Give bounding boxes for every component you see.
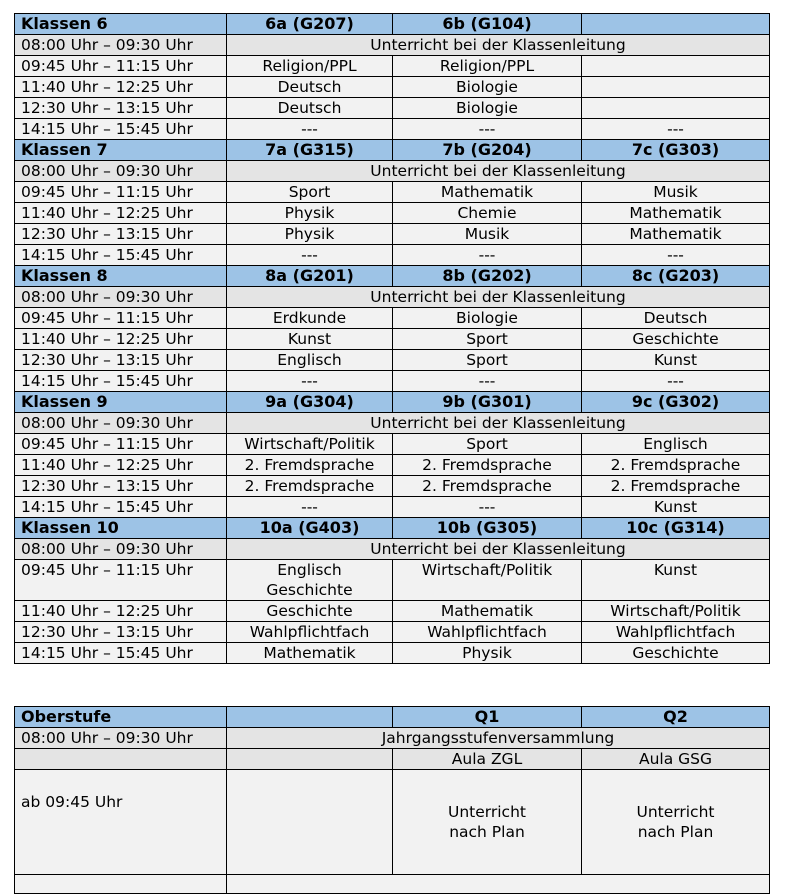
lesson-row: [15, 371, 770, 392]
time-cell: ab 09:45 Uhr: [15, 770, 227, 875]
oberstufe-class-q1: Q1: [393, 707, 582, 728]
lesson-cell: 2. Fremdsprache: [393, 455, 582, 476]
lesson-cell: Mathematik: [393, 182, 582, 203]
time-cell: 12:30 Uhr – 13:15 Uhr: [15, 622, 227, 643]
lesson-cell: Mathematik: [582, 224, 770, 245]
lesson-cell: Wahlpflichtfach: [582, 622, 770, 643]
first-slot-row: [15, 35, 770, 56]
lesson-cell: Geschichte: [582, 643, 770, 664]
oberstufe-empty-row: [15, 875, 770, 894]
first-slot-row: [15, 539, 770, 560]
lesson-cell: ---: [393, 497, 582, 518]
lesson-cell: Sport: [393, 434, 582, 455]
lesson-cell: Wahlpflichtfach: [393, 622, 582, 643]
lesson-row: [15, 182, 770, 203]
lesson-cell: Wirtschaft/Politik: [227, 434, 393, 455]
lesson-cell: Religion/PPL: [393, 56, 582, 77]
time-cell: 09:45 Uhr – 11:15 Uhr: [15, 560, 227, 601]
lesson-row: [15, 77, 770, 98]
time-cell: 14:15 Uhr – 15:45 Uhr: [15, 497, 227, 518]
lesson-cell: ---: [227, 245, 393, 266]
lesson-cell: Biologie: [393, 77, 582, 98]
lesson-cell: Erdkunde: [227, 308, 393, 329]
lesson-cell: Biologie: [393, 98, 582, 119]
lesson-cell: Deutsch: [227, 98, 393, 119]
lesson-row: [15, 350, 770, 371]
lesson-cell: Mathematik: [582, 203, 770, 224]
block-label: Klassen 9: [15, 392, 227, 413]
lesson-cell: Mathematik: [227, 643, 393, 664]
lesson-row: [15, 601, 770, 622]
lesson-cell: Kunst: [582, 350, 770, 371]
time-cell: 11:40 Uhr – 12:25 Uhr: [15, 203, 227, 224]
lesson-cell: ---: [227, 371, 393, 392]
class-room-label: 10c (G314): [582, 518, 770, 539]
lesson-row: [15, 98, 770, 119]
class-room-label: 8c (G203): [582, 266, 770, 287]
lesson-cell: Englisch Geschichte: [227, 560, 393, 601]
time-cell: 08:00 Uhr – 09:30 Uhr: [15, 728, 227, 749]
time-cell: 12:30 Uhr – 13:15 Uhr: [15, 350, 227, 371]
block-header-row: [15, 266, 770, 287]
class-room-label: 9a (G304): [227, 392, 393, 413]
lesson-cell: Physik: [227, 203, 393, 224]
lesson-row: [15, 643, 770, 664]
homeroom-cell: Unterricht bei der Klassenleitung: [227, 287, 770, 308]
lesson-cell: ---: [393, 119, 582, 140]
lesson-cell: 2. Fremdsprache: [582, 455, 770, 476]
lesson-row: [15, 308, 770, 329]
lesson-cell: 2. Fremdsprache: [227, 476, 393, 497]
lesson-row: [15, 455, 770, 476]
lesson-row: [15, 476, 770, 497]
class-room-label: 8b (G202): [393, 266, 582, 287]
class-room-label: 9c (G302): [582, 392, 770, 413]
oberstufe-location-row: [15, 749, 770, 770]
lesson-cell: Religion/PPL: [227, 56, 393, 77]
lesson-cell: [582, 77, 770, 98]
time-cell: 08:00 Uhr – 09:30 Uhr: [15, 539, 227, 560]
location-cell-q1: Aula ZGL: [393, 749, 582, 770]
lesson-cell: Wirtschaft/Politik: [582, 601, 770, 622]
lesson-cell: ---: [227, 497, 393, 518]
lesson-cell: Sport: [393, 350, 582, 371]
block-label: Klassen 8: [15, 266, 227, 287]
time-cell: 12:30 Uhr – 13:15 Uhr: [15, 224, 227, 245]
class-room-label: 10b (G305): [393, 518, 582, 539]
empty-cell: [15, 875, 227, 894]
lesson-cell: Deutsch: [227, 77, 393, 98]
lesson-cell: [582, 98, 770, 119]
block-header-row: [15, 518, 770, 539]
first-slot-row: [15, 161, 770, 182]
block-header-row: [15, 392, 770, 413]
block-label: Klassen 7: [15, 140, 227, 161]
time-cell: 08:00 Uhr – 09:30 Uhr: [15, 413, 227, 434]
lesson-row: [15, 560, 770, 601]
lesson-cell: Englisch: [582, 434, 770, 455]
homeroom-cell: Unterricht bei der Klassenleitung: [227, 413, 770, 434]
class-room-label: [582, 14, 770, 35]
lesson-cell: Kunst: [582, 497, 770, 518]
time-cell: 09:45 Uhr – 11:15 Uhr: [15, 56, 227, 77]
oberstufe-header-row: [15, 707, 770, 728]
homeroom-cell: Unterricht bei der Klassenleitung: [227, 161, 770, 182]
lesson-cell: Geschichte: [582, 329, 770, 350]
lesson-cell: 2. Fremdsprache: [582, 476, 770, 497]
lesson-cell: ---: [582, 119, 770, 140]
oberstufe-label: Oberstufe: [15, 707, 227, 728]
class-room-label: 10a (G403): [227, 518, 393, 539]
first-slot-row: [15, 287, 770, 308]
lesson-cell: Geschichte: [227, 601, 393, 622]
schedule-table-sek1: [14, 13, 770, 664]
class-room-label: 7a (G315): [227, 140, 393, 161]
lesson-row: [15, 497, 770, 518]
block-label: Klassen 6: [15, 14, 227, 35]
time-cell: 08:00 Uhr – 09:30 Uhr: [15, 287, 227, 308]
class-room-label: 7c (G303): [582, 140, 770, 161]
lesson-cell: Biologie: [393, 308, 582, 329]
lesson-cell-q2: Unterricht nach Plan: [582, 770, 770, 875]
lesson-cell: Kunst: [582, 560, 770, 601]
lesson-row: [15, 434, 770, 455]
lesson-row: [15, 622, 770, 643]
lesson-cell: Chemie: [393, 203, 582, 224]
assembly-cell: Jahrgangsstufenversammlung: [227, 728, 770, 749]
lesson-row: [15, 329, 770, 350]
homeroom-cell: Unterricht bei der Klassenleitung: [227, 35, 770, 56]
location-cell-empty: [227, 749, 393, 770]
time-cell: 11:40 Uhr – 12:25 Uhr: [15, 455, 227, 476]
class-room-label: 7b (G204): [393, 140, 582, 161]
class-room-label: 8a (G201): [227, 266, 393, 287]
lesson-cell: Mathematik: [393, 601, 582, 622]
block-label: Klassen 10: [15, 518, 227, 539]
class-room-label: 9b (G301): [393, 392, 582, 413]
time-cell: 14:15 Uhr – 15:45 Uhr: [15, 643, 227, 664]
lesson-cell: Deutsch: [582, 308, 770, 329]
lesson-row: [15, 224, 770, 245]
lesson-cell: ---: [227, 119, 393, 140]
time-cell: 11:40 Uhr – 12:25 Uhr: [15, 77, 227, 98]
oberstufe-class-q2: Q2: [582, 707, 770, 728]
schedule-table-oberstufe: [14, 706, 770, 894]
lesson-cell: [582, 56, 770, 77]
class-room-label: 6a (G207): [227, 14, 393, 35]
location-cell-q2: Aula GSG: [582, 749, 770, 770]
time-cell: 08:00 Uhr – 09:30 Uhr: [15, 35, 227, 56]
lesson-cell-empty: [227, 770, 393, 875]
lesson-cell: Physik: [393, 643, 582, 664]
lesson-row: [15, 245, 770, 266]
oberstufe-class-empty: [227, 707, 393, 728]
time-cell: 12:30 Uhr – 13:15 Uhr: [15, 98, 227, 119]
lesson-cell: ---: [582, 371, 770, 392]
time-cell: 14:15 Uhr – 15:45 Uhr: [15, 371, 227, 392]
lesson-cell: ---: [393, 371, 582, 392]
lesson-row: [15, 119, 770, 140]
homeroom-cell: Unterricht bei der Klassenleitung: [227, 539, 770, 560]
time-cell: 09:45 Uhr – 11:15 Uhr: [15, 308, 227, 329]
time-cell: 14:15 Uhr – 15:45 Uhr: [15, 119, 227, 140]
lesson-cell: 2. Fremdsprache: [227, 455, 393, 476]
time-cell: 11:40 Uhr – 12:25 Uhr: [15, 601, 227, 622]
lesson-cell: Wahlpflichtfach: [227, 622, 393, 643]
location-cell-empty: [15, 749, 227, 770]
lesson-row: [15, 56, 770, 77]
lesson-cell: ---: [582, 245, 770, 266]
oberstufe-main-row: [15, 770, 770, 875]
lesson-cell: Musik: [393, 224, 582, 245]
class-room-label: 6b (G104): [393, 14, 582, 35]
first-slot-row: [15, 413, 770, 434]
block-header-row: [15, 140, 770, 161]
lesson-cell: 2. Fremdsprache: [393, 476, 582, 497]
time-cell: 11:40 Uhr – 12:25 Uhr: [15, 329, 227, 350]
lesson-cell-q1: Unterricht nach Plan: [393, 770, 582, 875]
block-header-row: [15, 14, 770, 35]
oberstufe-first-slot-row: [15, 728, 770, 749]
lesson-cell: Musik: [582, 182, 770, 203]
time-cell: 14:15 Uhr – 15:45 Uhr: [15, 245, 227, 266]
time-cell: 12:30 Uhr – 13:15 Uhr: [15, 476, 227, 497]
lesson-row: [15, 203, 770, 224]
lesson-cell: Physik: [227, 224, 393, 245]
lesson-cell: Kunst: [227, 329, 393, 350]
lesson-cell: Englisch: [227, 350, 393, 371]
time-cell: 09:45 Uhr – 11:15 Uhr: [15, 434, 227, 455]
lesson-cell: Sport: [227, 182, 393, 203]
empty-cell: [227, 875, 770, 894]
lesson-cell: ---: [393, 245, 582, 266]
lesson-cell: Wirtschaft/Politik: [393, 560, 582, 601]
time-cell: 09:45 Uhr – 11:15 Uhr: [15, 182, 227, 203]
lesson-cell: Sport: [393, 329, 582, 350]
time-cell: 08:00 Uhr – 09:30 Uhr: [15, 161, 227, 182]
